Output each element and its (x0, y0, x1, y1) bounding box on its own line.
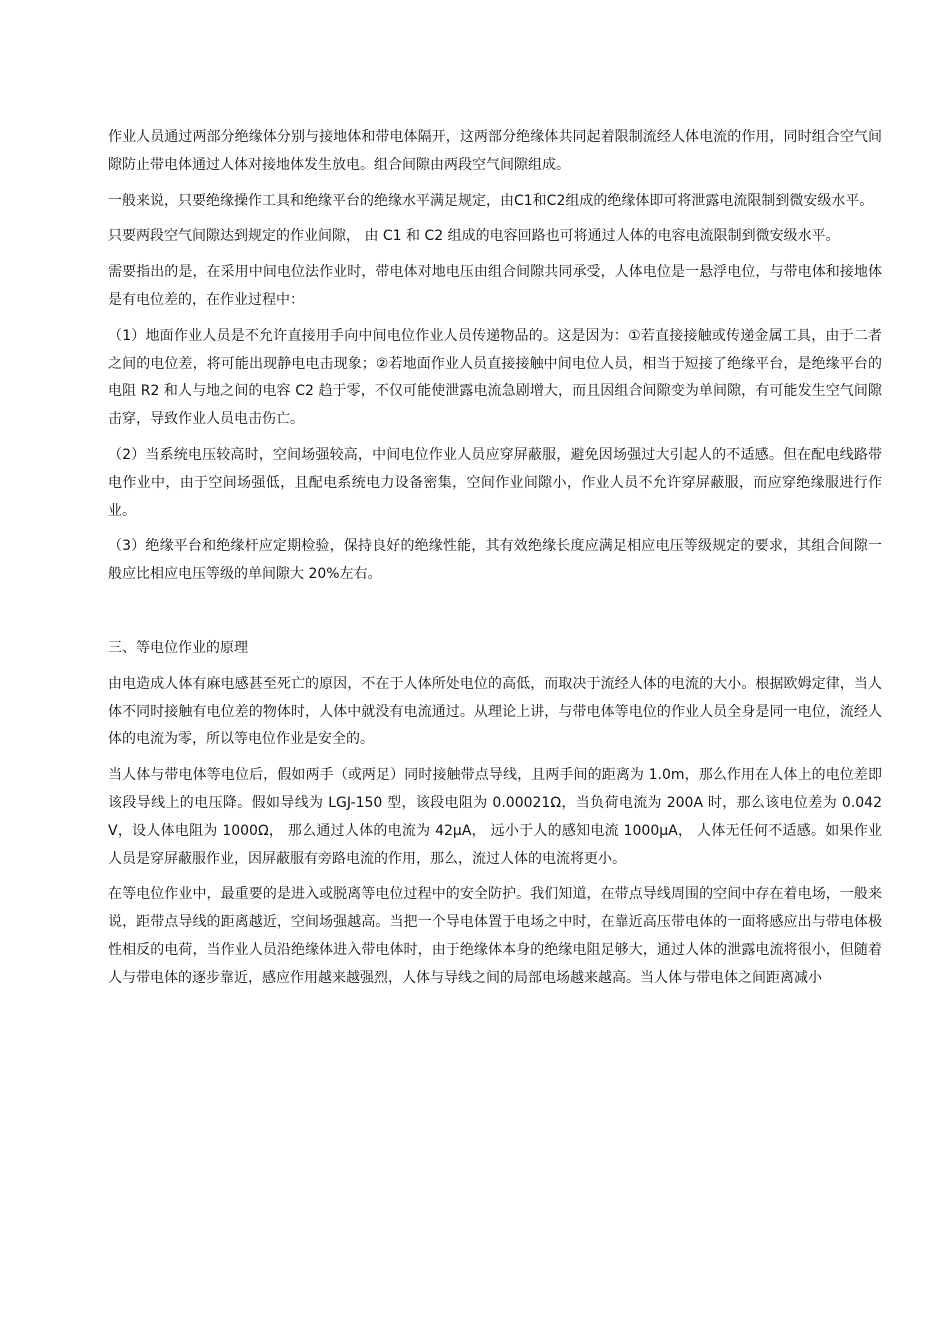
paragraph-safety-protection: 在等电位作业中，最重要的是进入或脱离等电位过程中的安全防护。我们知道，在带点导线周围的空间中存在着电场，一般来说，距带点导线的距离越近，空间场强越高。当把一个导电体置于电场之中时，在靠近高压带电体的一面将感应出与带电体极性相反的电荷，当作业人员沿绝缘体进入带电体时，由于绝缘体本身的绝缘电阻足够大，通过人体的泄露电流将很小，但随着人与带电体的逐步靠近，感应作用越来越强烈，人体与导线之间的局部电场越来越高。当人体与带电体之间距离减小 (108, 886, 882, 986)
paragraph-item-1: （1）地面作业人员是不允许直接用手向中间电位作业人员传递物品的。这是因为：①若直接接触或传递金属工具，由于二者之间的电位差，将可能出现静电电击现象；②若地面作业人员直接接触中间电位人员，相当于短接了绝缘平台，是绝缘平台的电阻 R2 和人与地之间的电容 C2 趋于零，不仅可能使泄露电流急剧增大，而且因组合间隙变为单间隙，有可能发生空气间隙击穿，导致作业人员电击伤亡。 (108, 327, 882, 428)
section-heading: 三、等电位作业的原理 (108, 639, 248, 656)
paragraph-combined-gap-intro: 作业人员通过两部分绝缘体分别与接地体和带电体隔开，这两部分绝缘体共同起着限制流经人体电流的作用，同时组合空气间隙防止带电体通过人体对接地体发生放电。组合间隙由两段空气间隙组成。 (108, 129, 882, 173)
paragraph-item-3: （3）绝缘平台和绝缘杆应定期检验，保持良好的绝缘性能，其有效绝缘长度应满足相应电压等级规定的要求，其组合间隙一般应比相应电压等级的单间隙大 20%左右。 (108, 538, 882, 583)
paragraph-floating-potential: 需要指出的是，在采用中间电位法作业时，带电体对地电压由组合间隙共同承受，人体电位是一悬浮电位，与带电体和接地体是有电位差的，在作业过程中： (108, 264, 882, 308)
paragraph-voltage-drop-example: 当人体与带电体等电位后，假如两手（或两足）同时接触带点导线，且两手间的距离为 1.0m，那么作用在人体上的电位差即该段导线上的电压降。假如导线为 LGJ-150 型，该段电阻为 0.00021Ω，当负荷电流为 200A 时，那么该电位差为 0.042V，设人体电阻为 1000Ω， 那么通过人体的电流为 42μA， 远小于人的感知电流 1000μA， 人体无任何不适感。如果作业人员是穿屏蔽服作业，因屏蔽服有旁路电流的作用，那么，流过人体的电流将更小。 (108, 767, 882, 867)
paragraph-leakage-current: 一般来说，只要绝缘操作工具和绝缘平台的绝缘水平满足规定，由C1和C2组成的绝缘体即可将泄露电流限制到微安级水平。 (108, 192, 874, 209)
paragraph-equipotential-principle: 由电造成人体有麻电感甚至死亡的原因，不在于人体所处电位的高低，而取决于流经人体的电流的大小。根据欧姆定律，当人体不同时接触有电位差的物体时，人体中就没有电流通过。从理论上讲，与带电体等电位的作业人员全身是同一电位，流经人体的电流为零，所以等电位作业是安全的。 (108, 675, 882, 748)
document-body (108, 124, 882, 1001)
paragraph-item-2: （2）当系统电压较高时，空间场强较高，中间电位作业人员应穿屏蔽服，避免因场强过大引起人的不适感。但在配电线路带电作业中，由于空间场强低，且配电系统电力设备密集，空间作业间隙小，作业人员不允许穿屏蔽服，而应穿绝缘服进行作业。 (108, 446, 882, 519)
paragraph-capacitive-current: 只要两段空气间隙达到规定的作业间隙， 由 C1 和 C2 组成的电容回路也可将通过人体的电容电流限制到微安级水平。 (108, 228, 840, 245)
